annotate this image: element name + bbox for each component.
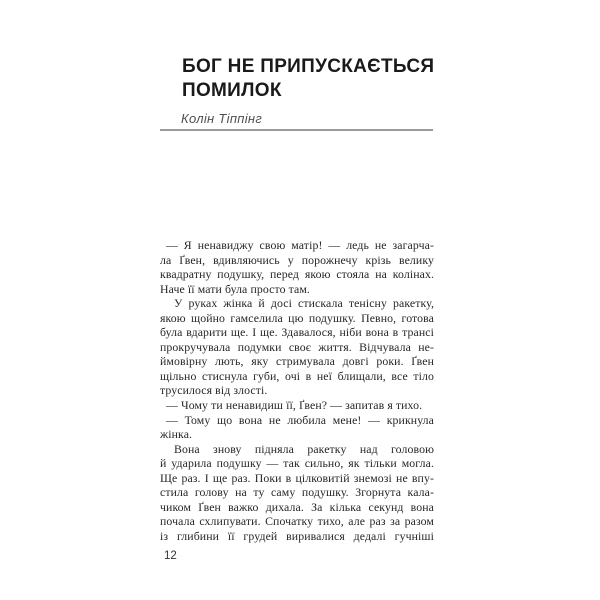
page-number: 12 [164, 550, 177, 562]
text-line: щільно стиснула губи, очі в неї блищали, все тіло [160, 368, 434, 383]
text-line: — Я ненавиджу свою матір! — ледь не загарча- [166, 238, 434, 252]
text-line: ла Ґвен, вдивляючись у порожнечу крізь велику [160, 252, 434, 267]
text-line: із глибини її грудей виривалися дедалі гучніші [160, 528, 434, 543]
author-name: Колін Тіппінг [181, 111, 263, 126]
text-line: — Тому що вона не любила мене! — крикнула [166, 412, 434, 427]
text-line: прокручувала подумки своє життя. Відчувала не- [160, 339, 434, 354]
text-line: й ударила подушку — так сильно, як тільки могла. [160, 456, 434, 471]
chapter-title-line-1: БОГ НЕ ПРИПУСКАЄТЬСЯ [182, 56, 435, 77]
chapter-title [182, 55, 482, 103]
text-line: ймовірну лють, яку стримувала довгі роки. Ґвен [160, 354, 434, 369]
text-line: жінка. [160, 427, 193, 442]
text-line: Ще раз. І ще раз. Поки в цілковитій знемозі не впу- [160, 470, 434, 485]
text-line: Вона знову підняла ракетку над головою [174, 441, 434, 456]
text-line: була вдарити ще. І ще. Здавалося, ніби вона в трансі [160, 325, 434, 340]
text-line: чиком Ґвен важко дихала. За кілька секунд вона [160, 499, 434, 514]
text-line: якою щойно гамселила цю подушку. Певно, готова [160, 310, 434, 325]
chapter-title-line-2: ПОМИЛОК [182, 80, 282, 101]
text-line: квадратну подушку, перед якою стояла на колінах. [160, 267, 434, 282]
text-line: почала схлипувати. Спочатку тихо, але раз за разом [160, 514, 434, 529]
text-line: Наче її мати була просто там. [160, 281, 310, 296]
divider-line [160, 129, 433, 131]
text-line: трусилося від злості. [160, 383, 268, 398]
text-line: — Чому ти ненавидиш її, Ґвен? — запитав я тихо. [166, 398, 423, 413]
text-line: стила голову на ту саму подушку. Згорнута кала- [160, 485, 434, 500]
text-line: У руках жінка й досі стискала тенісну ракетку, [174, 296, 434, 311]
body-text [160, 238, 434, 543]
